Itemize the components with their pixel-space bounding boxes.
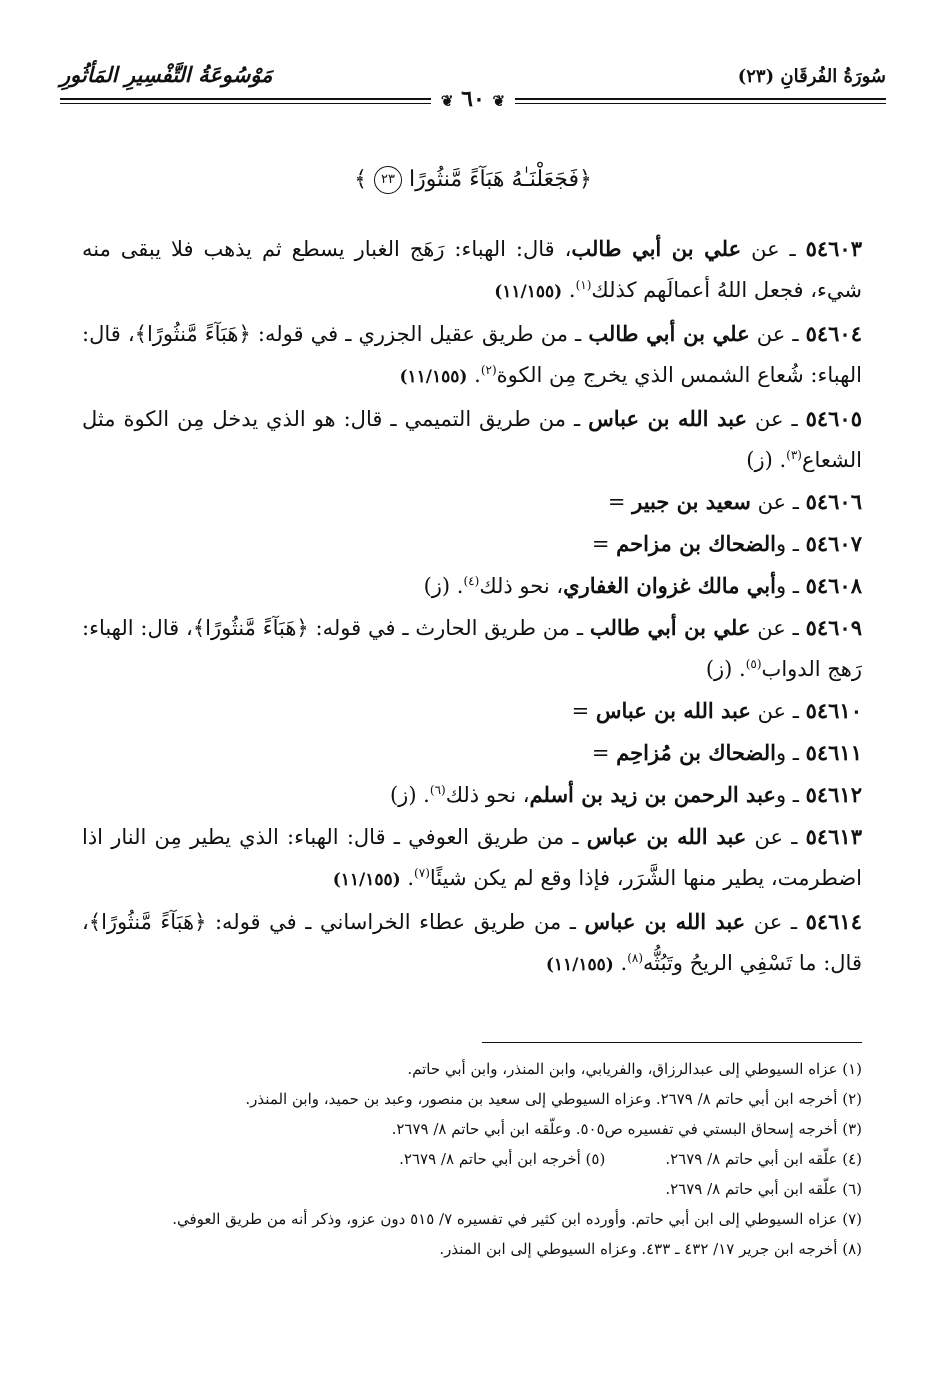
entry-number: ٥٤٦٠٦ xyxy=(805,489,862,514)
footnote-marker: (٦) xyxy=(429,783,446,797)
entry-text: ـ من طريق العوفي ـ قال: الهباء: الذي يطير مِن النار اذا اضطرمت، يطير منها الشَّرَر، فإذا وقع لم يكن شيئًا xyxy=(82,825,862,890)
footnote-marker: (٧) xyxy=(414,866,430,880)
footnote-row xyxy=(82,1144,862,1174)
narration-entry xyxy=(82,398,862,481)
narrator-name: عبد الرحمن بن زيد بن أسلم xyxy=(529,782,776,807)
entry-tail: . xyxy=(467,363,481,387)
narrator-name: أبي مالك غزوان الغفاري xyxy=(563,573,776,598)
ornament-icon: ❦ xyxy=(492,92,506,110)
footnote-marker: (٢) xyxy=(480,363,497,377)
entry-connector: ـ و xyxy=(775,532,806,556)
narration-entry xyxy=(82,607,862,690)
entry-text: ، قال: الهباء: رَهَج الغبار يسطع ثم يذهب فلا يبقى منه شيء، فجعل اللهُ أعمالَهم كذلك xyxy=(82,237,862,302)
volume-reference: (١١/١٥٥) xyxy=(332,870,401,890)
entry-connector: ـ عن xyxy=(745,910,806,934)
narrator-name: عبد الله بن عباس xyxy=(586,824,747,849)
footnote-marker: (٨) xyxy=(627,951,644,965)
entry-text: ـ من طريق عطاء الخراساني ـ في قوله: ﴿هَبَآءً مَّنثُورًا﴾، قال: ما تَسْفِي الريحُ وتَبُثُّه xyxy=(82,910,862,975)
entry-number: ٥٤٦٠٨ xyxy=(805,573,862,598)
footnote: (٥) أخرجه ابن أبي حاتم ٨/ ٢٦٧٩. xyxy=(399,1150,606,1168)
entry-tail: . (ز) xyxy=(705,657,746,681)
entry-number: ٥٤٦٠٩ xyxy=(805,615,862,640)
narration-entry xyxy=(82,481,862,523)
footnote: (٢) أخرجه ابن أبي حاتم ٨/ ٢٦٧٩. وعزاه السيوطي إلى سعيد بن منصور، وعبد بن حميد، وابن المنذر. xyxy=(245,1090,862,1108)
entry-connector: ـ و xyxy=(775,783,806,807)
series-title: مَوْسُوعَةُ التَّفْسِيرِ المَأثُورِ xyxy=(60,62,273,87)
narrator-name: الضحاك بن مزاحم xyxy=(616,531,776,556)
footnote-marker: (١) xyxy=(575,278,592,292)
volume-reference: (١١/١٥٥) xyxy=(545,955,614,975)
volume-reference: (١١/١٥٥) xyxy=(494,282,563,302)
entry-number: ٥٤٦١٠ xyxy=(805,698,862,723)
volume-reference: (١١/١٥٥) xyxy=(399,367,468,387)
entry-connector: ـ عن xyxy=(741,237,806,261)
entry-tail: . (ز) xyxy=(746,448,787,472)
footnote: (٣) أخرجه إسحاق البستي في تفسيره ص٥٠٥. وعلّقه ابن أبي حاتم ٨/ ٢٦٧٩. xyxy=(391,1120,862,1138)
narration-entry xyxy=(82,690,862,732)
ayah-number: ٢٣ xyxy=(374,166,402,194)
footnote: (٧) عزاه السيوطي إلى ابن أبي حاتم. وأورده ابن كثير في تفسيره ٧/ ٥١٥ دون عزو، وذكر أنه من طريق العوفي. xyxy=(172,1210,862,1228)
entry-connector: ـ و xyxy=(775,741,806,765)
entry-text: ـ من طريق عقيل الجزري ـ في قوله: ﴿هَبَآءً مَّنثُورًا﴾، قال: الهباء: شُعاع الشمس الذي يخرج مِن الكوة xyxy=(82,322,862,387)
entry-connector: ـ عن xyxy=(750,699,806,723)
entry-number: ٥٤٦٠٣ xyxy=(805,236,862,261)
narrator-name: عبد الله بن عباس xyxy=(595,698,751,723)
entry-connector: ـ عن xyxy=(746,825,806,849)
footnote-marker: (٥) xyxy=(745,657,762,671)
footnote-rule xyxy=(482,1042,862,1043)
footnote: (٤) علّقه ابن أبي حاتم ٨/ ٢٦٧٩. xyxy=(665,1150,862,1168)
entry-text: ، نحو ذلك xyxy=(479,574,564,598)
narrator-name: علي بن أبي طالب xyxy=(588,321,750,346)
footnote-marker: (٤) xyxy=(463,574,480,588)
narration-entry xyxy=(82,901,862,986)
narrations-list xyxy=(82,228,862,986)
entry-number: ٥٤٦٠٧ xyxy=(805,531,862,556)
entry-text: = xyxy=(607,490,633,514)
page-number xyxy=(431,86,515,112)
entry-text: ـ من طريق الحارث ـ في قوله: ﴿هَبَآءً مَّنثُورًا﴾، قال: الهباء: رَهج الدواب xyxy=(82,616,862,681)
footnote: (١) عزاه السيوطي إلى عبدالرزاق، والفريابي، وابن المنذر، وابن أبي حاتم. xyxy=(407,1060,862,1078)
page-number-value: ٦٠ xyxy=(461,86,485,112)
quran-verse-heading xyxy=(0,166,946,194)
entry-number: ٥٤٦١٤ xyxy=(805,909,862,934)
narrator-name: علي بن أبي طالب xyxy=(571,236,742,261)
narration-entry xyxy=(82,523,862,565)
narrator-name: سعيد بن جبير xyxy=(632,489,751,514)
entry-connector: ـ عن xyxy=(750,616,806,640)
verse-text: ﴿فَجَعَلْنَـٰهُ هَبَآءً مَّنثُورًا xyxy=(409,167,592,192)
narration-entry xyxy=(82,774,862,816)
narration-entry xyxy=(82,565,862,607)
narrator-name: عبد الله بن عباس xyxy=(588,406,747,431)
footnote: (٦) علّقه ابن أبي حاتم ٨/ ٢٦٧٩. xyxy=(665,1180,862,1198)
entry-text: ـ من طريق التميمي ـ قال: هو الذي يدخل مِن الكوة مثل الشعاع xyxy=(82,407,862,472)
entry-text: = xyxy=(571,699,596,723)
narrator-name: عبد الله بن عباس xyxy=(584,909,746,934)
entry-text: = xyxy=(591,741,617,765)
footnote: (٨) أخرجه ابن جرير ١٧/ ٤٣٢ ـ ٤٣٣. وعزاه السيوطي إلى ابن المنذر. xyxy=(439,1240,862,1258)
footnotes xyxy=(82,1054,862,1264)
entry-connector: ـ عن xyxy=(749,322,806,346)
entry-connector: ـ عن xyxy=(747,407,806,431)
entry-tail: . xyxy=(562,278,576,302)
entry-connector: ـ عن xyxy=(750,490,806,514)
entry-connector: ـ و xyxy=(775,574,806,598)
entry-tail: . (ز) xyxy=(389,783,430,807)
ornament-icon: ❦ xyxy=(440,92,454,110)
entry-number: ٥٤٦١٢ xyxy=(805,782,862,807)
entry-number: ٥٤٦٠٥ xyxy=(805,406,862,431)
page-number-block xyxy=(0,86,946,112)
entry-tail: . (ز) xyxy=(423,574,464,598)
entry-number: ٥٤٦١١ xyxy=(805,740,862,765)
entry-number: ٥٤٦٠٤ xyxy=(805,321,862,346)
narration-entry xyxy=(82,732,862,774)
entry-number: ٥٤٦١٣ xyxy=(805,824,862,849)
entry-text: = xyxy=(591,532,617,556)
verse-close: ﴾ xyxy=(354,167,368,192)
entry-text: ، نحو ذلك xyxy=(445,783,530,807)
narration-entry xyxy=(82,816,862,901)
entry-tail: . xyxy=(400,866,415,890)
footnote-marker: (٣) xyxy=(786,448,802,462)
surah-header: سُورَةُ الفُرقَانِ (٢٣) xyxy=(737,66,886,87)
narrator-name: الضحاك بن مُزاحِم xyxy=(616,740,776,765)
narration-entry xyxy=(82,313,862,398)
narration-entry xyxy=(82,228,862,313)
narrator-name: علي بن أبي طالب xyxy=(589,615,751,640)
entry-tail: . xyxy=(613,951,628,975)
